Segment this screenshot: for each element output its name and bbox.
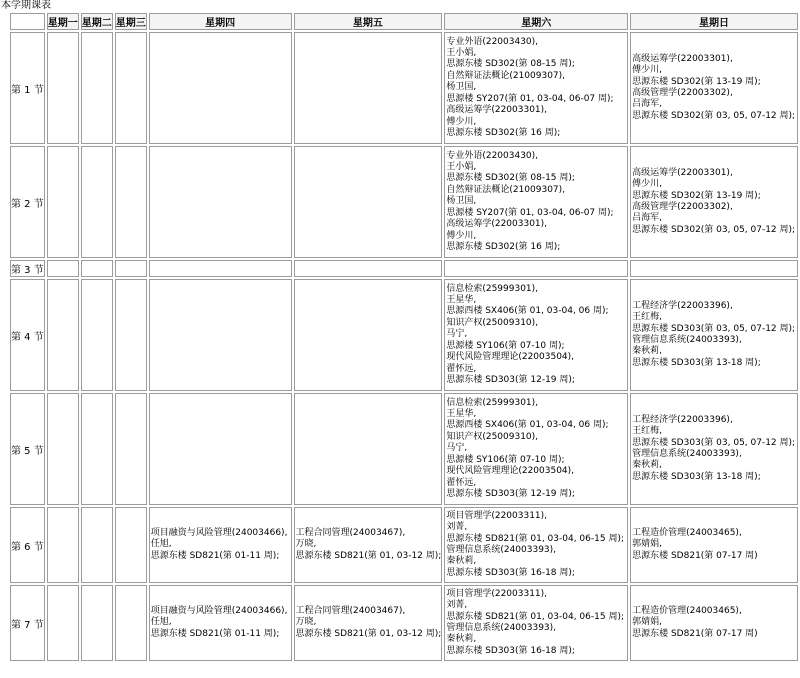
- course-entry: [446, 511, 627, 545]
- room-weeks: 思源东楼 SD302(第 16 周);: [446, 127, 561, 138]
- cell-sun: [630, 32, 798, 144]
- schedule-body: [10, 32, 798, 661]
- room-weeks: 思源西楼 SX406(第 01, 03-04, 06 周);: [446, 420, 609, 431]
- room-weeks: 思源西楼 SX406(第 01, 03-04, 06 周);: [446, 306, 609, 317]
- course-entry: [632, 301, 797, 335]
- cell-wed: [115, 279, 147, 391]
- cell-sat: [444, 279, 628, 391]
- course-entry: [446, 432, 627, 466]
- cell-fri: [294, 32, 443, 144]
- course-entry: [446, 37, 627, 71]
- header-corner: [10, 13, 45, 30]
- teacher-name: 万晓,: [295, 617, 317, 628]
- teacher-name: 万晓,: [295, 539, 317, 550]
- room-weeks: 思源东楼 SD303(第 03, 05, 07-12 周);: [632, 437, 796, 448]
- cell-sat: [444, 32, 628, 144]
- cell-mon: [47, 393, 79, 505]
- course-entry: [296, 606, 442, 640]
- teacher-name: 秦秋莉,: [446, 634, 477, 645]
- course-entry: [632, 202, 797, 236]
- course-name: 工程合同管理(24003467),: [295, 527, 406, 538]
- cell-wed: [115, 507, 147, 583]
- course-entry: [446, 185, 627, 219]
- course-entry: [632, 415, 797, 449]
- course-name: 现代风险管理理论(22003504),: [446, 352, 575, 363]
- teacher-name: 任旭,: [150, 617, 172, 628]
- room-weeks: 思源东楼 SD821(第 01, 03-12 周);: [295, 550, 442, 561]
- teacher-name: 翟怀远,: [446, 363, 477, 374]
- schedule-row: [10, 260, 798, 277]
- cell-tue: [81, 260, 113, 277]
- cell-sat: [444, 585, 628, 661]
- course-entry: [446, 466, 627, 500]
- header-sun: 星期日: [630, 13, 798, 30]
- cell-sat: [444, 393, 628, 505]
- cell-sat: [444, 507, 628, 583]
- teacher-name: 翟怀远,: [446, 477, 477, 488]
- course-entry: [632, 449, 797, 483]
- room-weeks: 思源东楼 SD821(第 07-17 周): [632, 550, 758, 561]
- schedule-row: [10, 507, 798, 583]
- teacher-name: 王星华,: [446, 409, 477, 420]
- slot-label: 第 5 节: [10, 393, 45, 505]
- cell-wed: [115, 32, 147, 144]
- room-weeks: 思源楼 SY106(第 07-10 周);: [446, 454, 565, 465]
- teacher-name: 郭婧娟,: [632, 539, 662, 550]
- course-name: 工程经济学(22003396),: [632, 414, 733, 425]
- room-weeks: 思源东楼 SD303(第 12-19 周);: [446, 488, 575, 499]
- schedule-row: [10, 32, 798, 144]
- course-name: 专业外语(22003430),: [446, 150, 539, 161]
- course-name: 管理信息系统(24003393),: [632, 335, 742, 345]
- slot-label: 第 7 节: [10, 585, 45, 661]
- teacher-name: 秦秋莉,: [632, 346, 662, 357]
- cell-sun: [630, 146, 798, 258]
- course-name: 高级运筹学(22003301),: [632, 53, 733, 64]
- course-entry: [632, 54, 797, 88]
- course-name: 自然辩证法概论(21009307),: [446, 70, 566, 81]
- header-row: [10, 13, 798, 30]
- teacher-name: 傅少川,: [446, 230, 477, 241]
- teacher-name: 王小娟,: [446, 48, 477, 59]
- schedule-row: [10, 393, 798, 505]
- course-name: 自然辩证法概论(21009307),: [446, 184, 566, 195]
- cell-tue: [81, 393, 113, 505]
- header-wed: 星期三: [115, 13, 147, 30]
- cell-thu: [149, 279, 292, 391]
- room-weeks: 思源东楼 SD302(第 08-15 周);: [446, 173, 575, 184]
- header-thu: 星期四: [149, 13, 292, 30]
- course-entry: [151, 606, 291, 640]
- header-tue: 星期二: [81, 13, 113, 30]
- teacher-name: 傅少川,: [446, 116, 477, 127]
- cell-thu: [149, 393, 292, 505]
- course-name: 信息检索(25999301),: [446, 283, 539, 294]
- teacher-name: 秦秋莉,: [446, 556, 477, 567]
- cell-wed: [115, 146, 147, 258]
- course-name: 高级运筹学(22003301),: [446, 219, 548, 230]
- cell-fri: [294, 585, 443, 661]
- course-entry: [296, 528, 442, 562]
- header-sat: 星期六: [444, 13, 628, 30]
- room-weeks: 思源东楼 SD302(第 03, 05, 07-12 周);: [632, 110, 796, 121]
- slot-label: 第 2 节: [10, 146, 45, 258]
- room-weeks: 思源东楼 SD303(第 12-19 周);: [446, 374, 575, 385]
- cell-thu: [149, 32, 292, 144]
- room-weeks: 思源东楼 SD821(第 01, 03-12 周);: [295, 628, 442, 639]
- course-name: 知识产权(25009310),: [446, 317, 539, 328]
- course-name: 项目管理学(22003311),: [446, 510, 548, 521]
- course-entry: [632, 168, 797, 202]
- course-name: 管理信息系统(24003393),: [446, 623, 557, 633]
- cell-sun: [630, 507, 798, 583]
- course-name: 工程经济学(22003396),: [632, 300, 733, 311]
- room-weeks: 思源东楼 SD302(第 16 周);: [446, 241, 561, 252]
- teacher-name: 傅少川,: [632, 65, 662, 76]
- cell-mon: [47, 146, 79, 258]
- cell-thu: [149, 507, 292, 583]
- course-name: 工程造价管理(24003465),: [632, 527, 742, 538]
- slot-label: 第 1 节: [10, 32, 45, 144]
- cell-wed: [115, 393, 147, 505]
- teacher-name: 任旭,: [150, 539, 172, 550]
- cell-mon: [47, 507, 79, 583]
- course-entry: [632, 528, 797, 562]
- course-entry: [446, 318, 627, 352]
- course-entry: [446, 398, 627, 432]
- course-entry: [632, 88, 797, 122]
- course-name: 项目融资与风险管理(24003466),: [150, 527, 288, 538]
- room-weeks: 思源东楼 SD821(第 01-11 周);: [150, 628, 280, 639]
- page-title: 本学期课表: [1, 0, 51, 11]
- course-entry: [446, 352, 627, 386]
- cell-sat: [444, 146, 628, 258]
- course-name: 信息检索(25999301),: [446, 397, 539, 408]
- cell-fri: [294, 393, 443, 505]
- room-weeks: 思源东楼 SD821(第 01, 03-04, 06-15 周);: [446, 533, 624, 544]
- course-name: 高级运筹学(22003301),: [446, 105, 548, 116]
- course-entry: [446, 545, 627, 579]
- course-entry: [446, 105, 627, 139]
- course-entry: [632, 335, 797, 369]
- cell-thu: [149, 146, 292, 258]
- course-name: 高级管理学(22003302),: [632, 88, 733, 98]
- course-entry: [446, 219, 627, 253]
- room-weeks: 思源东楼 SD303(第 13-18 周);: [632, 357, 761, 368]
- teacher-name: 秦秋莉,: [632, 460, 662, 471]
- cell-fri: [294, 279, 443, 391]
- cell-sun: [630, 585, 798, 661]
- course-entry: [446, 151, 627, 185]
- cell-sun: [630, 260, 798, 277]
- header-fri: 星期五: [294, 13, 443, 30]
- cell-wed: [115, 585, 147, 661]
- course-name: 现代风险管理理论(22003504),: [446, 466, 575, 477]
- cell-tue: [81, 32, 113, 144]
- cell-sun: [630, 393, 798, 505]
- cell-fri: [294, 507, 443, 583]
- cell-mon: [47, 260, 79, 277]
- room-weeks: 思源东楼 SD302(第 13-19 周);: [632, 190, 761, 201]
- cell-mon: [47, 279, 79, 391]
- room-weeks: 思源东楼 SD821(第 01-11 周);: [150, 550, 280, 561]
- header-mon: 星期一: [47, 13, 79, 30]
- course-entry: [446, 284, 627, 318]
- course-entry: [446, 623, 627, 657]
- cell-tue: [81, 279, 113, 391]
- course-name: 管理信息系统(24003393),: [632, 449, 742, 459]
- cell-fri: [294, 260, 443, 277]
- schedule-row: [10, 585, 798, 661]
- course-name: 专业外语(22003430),: [446, 36, 539, 47]
- teacher-name: 刘菁,: [446, 522, 468, 533]
- room-weeks: 思源东楼 SD303(第 03, 05, 07-12 周);: [632, 323, 796, 334]
- cell-tue: [81, 146, 113, 258]
- course-name: 管理信息系统(24003393),: [446, 545, 557, 555]
- teacher-name: 马宁,: [446, 443, 468, 454]
- room-weeks: 思源东楼 SD821(第 07-17 周): [632, 628, 758, 639]
- teacher-name: 王星华,: [446, 295, 477, 306]
- cell-mon: [47, 585, 79, 661]
- cell-fri: [294, 146, 443, 258]
- course-entry: [446, 71, 627, 105]
- room-weeks: 思源楼 SY207(第 01, 03-04, 06-07 周);: [446, 93, 614, 104]
- course-name: 知识产权(25009310),: [446, 431, 539, 442]
- cell-mon: [47, 32, 79, 144]
- teacher-name: 王红梅,: [632, 312, 662, 323]
- schedule-row: [10, 279, 798, 391]
- slot-label: 第 6 节: [10, 507, 45, 583]
- cell-thu: [149, 585, 292, 661]
- slot-label: 第 3 节: [10, 260, 45, 277]
- course-entry: [151, 528, 291, 562]
- cell-sat: [444, 260, 628, 277]
- room-weeks: 思源楼 SY207(第 01, 03-04, 06-07 周);: [446, 207, 614, 218]
- room-weeks: 思源东楼 SD302(第 03, 05, 07-12 周);: [632, 224, 796, 235]
- course-name: 项目管理学(22003311),: [446, 588, 548, 599]
- course-entry: [446, 589, 627, 623]
- teacher-name: 傅少川,: [632, 179, 662, 190]
- course-entry: [632, 606, 797, 640]
- room-weeks: 思源东楼 SD303(第 16-18 周);: [446, 645, 575, 656]
- schedule-table: [8, 11, 800, 663]
- cell-tue: [81, 585, 113, 661]
- course-name: 高级运筹学(22003301),: [632, 167, 733, 178]
- teacher-name: 吕海军,: [632, 213, 662, 224]
- room-weeks: 思源东楼 SD302(第 13-19 周);: [632, 76, 761, 87]
- course-name: 工程造价管理(24003465),: [632, 605, 742, 616]
- teacher-name: 马宁,: [446, 329, 468, 340]
- cell-sun: [630, 279, 798, 391]
- schedule-row: [10, 146, 798, 258]
- course-name: 工程合同管理(24003467),: [295, 605, 406, 616]
- course-name: 项目融资与风险管理(24003466),: [150, 605, 288, 616]
- room-weeks: 思源东楼 SD303(第 16-18 周);: [446, 567, 575, 578]
- teacher-name: 王小娟,: [446, 162, 477, 173]
- teacher-name: 杨卫国,: [446, 82, 477, 93]
- teacher-name: 杨卫国,: [446, 196, 477, 207]
- teacher-name: 郭婧娟,: [632, 617, 662, 628]
- room-weeks: 思源东楼 SD821(第 01, 03-04, 06-15 周);: [446, 611, 624, 622]
- teacher-name: 刘菁,: [446, 600, 468, 611]
- course-name: 高级管理学(22003302),: [632, 202, 733, 212]
- teacher-name: 吕海军,: [632, 99, 662, 110]
- cell-tue: [81, 507, 113, 583]
- cell-wed: [115, 260, 147, 277]
- teacher-name: 王红梅,: [632, 426, 662, 437]
- room-weeks: 思源楼 SY106(第 07-10 周);: [446, 340, 565, 351]
- room-weeks: 思源东楼 SD302(第 08-15 周);: [446, 59, 575, 70]
- room-weeks: 思源东楼 SD303(第 13-18 周);: [632, 471, 761, 482]
- slot-label: 第 4 节: [10, 279, 45, 391]
- cell-thu: [149, 260, 292, 277]
